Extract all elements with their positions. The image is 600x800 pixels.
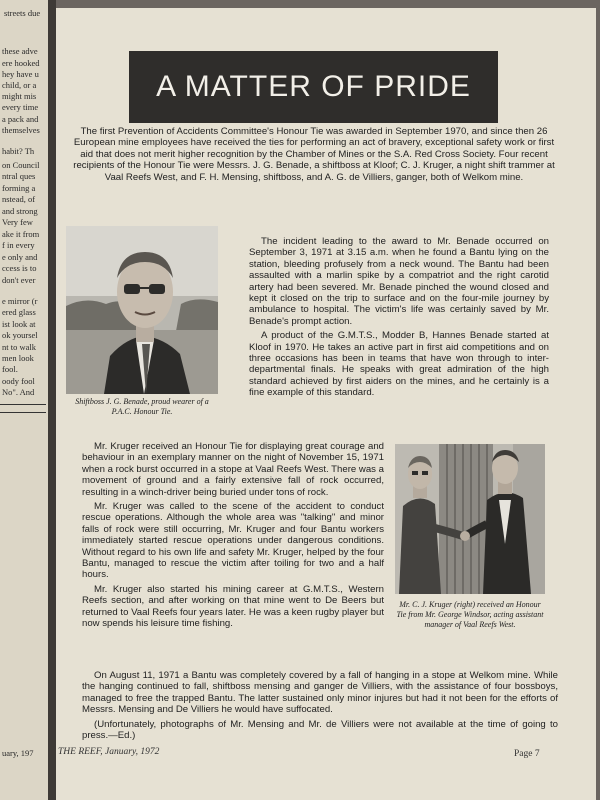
- adjacent-page-fragment: ere hooked: [2, 58, 40, 68]
- adjacent-page-fragment: child, or a: [2, 80, 37, 90]
- intro-paragraph: The first Prevention of Accidents Committee's Honour Tie was awarded in September 1970, and since then 26 European mine employees have received the ties for performing an act of bravery, exceptional safety work or first aid that does not merit higher recognition by the Chamber of Mines or the S.A. Red Cross Society. Four recent recipients of the Honour Tie were Messrs. J. G. Benade, a shiftboss at Kloof; C. J. Kruger, a night shift trammer at Vaal Reefs West, and F. H. Mensing, shiftboss, and A. G. de Villiers, ganger, both of Welkom mine.: [73, 126, 555, 183]
- adjacent-page-fragment: ok yoursel: [2, 330, 38, 340]
- adjacent-page-fragment: nstead, of: [2, 194, 36, 204]
- footer-publication: THE REEF, January, 1972: [58, 747, 160, 757]
- adjacent-page-fragment: ake it from: [2, 229, 40, 239]
- adjacent-page-fragment: might mis: [2, 91, 37, 101]
- adjacent-page-fragment: a pack and: [2, 114, 39, 124]
- adjacent-page-fragment: men look: [2, 353, 34, 363]
- adjacent-page-fragment: on Council: [2, 160, 40, 170]
- adjacent-page: [0, 0, 48, 800]
- adjacent-page-fragment: every time: [2, 102, 39, 112]
- adjacent-page-fragment: uary, 197: [2, 748, 34, 758]
- kruger-caption: Mr. C. J. Kruger (right) received an Honour Tie from Mr. George Windsor, acting assistant manager of Vaal Reefs West.: [396, 600, 544, 629]
- adjacent-page-fragment: No". And: [2, 387, 35, 397]
- adjacent-page-fragment: e mirror (r: [2, 296, 38, 306]
- adjacent-page-fragment: fool.: [2, 364, 18, 374]
- adjacent-page-fragment: f in every: [2, 240, 35, 250]
- adjacent-page-rule: [0, 412, 46, 413]
- magazine-page: [56, 8, 596, 800]
- adjacent-page-fragment: habit? Th: [2, 146, 35, 156]
- benade-story: The incident leading to the award to Mr. Benade occurred on September 3, 1971 at 3.15 a.m. when he found a Bantu lying on the station, bleeding profusely from a neck wound. The Bantu had been assaulted with a marlin spike by a compatriot and the right carotid artery had been severed. Mr. Benade pinched the wound closed and kept it closed on the trip to surface and on the four-mile journey by ambulance to hospital. The victim's life was certainly saved by Mr. Benade's prompt action. A product of the G.M.T.S., Modder B, Hannes Benade started at Kloof in 1970. He takes an active part in first aid competitions and on three occasions has been in teams that have won through to inter-departmental finals. He speaks with great admiration of the high standard achieved by first aiders on the mines, and he certainly is a fine example of this standard.: [249, 236, 549, 399]
- adjacent-page-rule: [0, 404, 46, 405]
- adjacent-page-fragment: ist look at: [2, 319, 36, 329]
- adjacent-page-fragment: don't ever: [2, 275, 36, 285]
- kruger-story: Mr. Kruger received an Honour Tie for displaying great courage and behaviour in an exemplary manner on the night of November 15, 1971 when a rock burst occurred in a stope at Vaal Reefs West. There was a movement of ground and a fairly extensive fall of rock occurred, resulting in a winch-driver being buried under tons of rock. Mr. Kruger was called to the scene of the accident to conduct rescue operations. Although the whole area was "talking" and minor falls of rock were still occurring, Mr. Kruger and four Bantu workers immediately started rescue operations under dangerous conditions. Without regard to his own life and safety Mr. Kruger, helped by the four Bantu, managed to rescue the victim after toiling for two and a half hours. Mr. Kruger also started his mining career at G.M.T.S., Western Reefs section, and after working on that mine went to De Beers but returned to Vaal Reefs four years later. He was a keen rugby player but now spends his leisure time fishing.: [82, 441, 384, 630]
- footer-page-number: Page 7: [514, 749, 540, 759]
- page-title: A MATTER OF PRIDE: [129, 51, 498, 123]
- adjacent-page-fragment: these adve: [2, 46, 38, 56]
- adjacent-page-fragment: and strong: [2, 206, 38, 216]
- benade-photo: [66, 226, 218, 394]
- welkom-story: On August 11, 1971 a Bantu was completely covered by a fall of hanging in a stope at Welkom mine. While the hanging continued to fall, shiftboss mensing and ganger de Villiers, with the assistance of four bossboys, managed to free the trapped Bantu. The latter sustained only minor injures but had it not been for the efforts of Messrs. Mensing and De Villiers he would have suffocated. (Unfortunately, photographs of Mr. Mensing and Mr. de Villiers were not available at the time of going to press.—Ed.): [82, 670, 558, 742]
- adjacent-page-fragment: forming a: [2, 183, 36, 193]
- benade-caption: Shiftboss J. G. Benade, proud wearer of a P.A.C. Honour Tie.: [75, 397, 209, 416]
- page-gutter: [48, 0, 56, 800]
- adjacent-page-fragment: themselves: [2, 125, 40, 135]
- adjacent-page-fragment: hey have u: [2, 69, 39, 79]
- adjacent-page-fragment: ered glass: [2, 307, 36, 317]
- adjacent-page-fragment: ccess is to: [2, 263, 37, 273]
- adjacent-page-fragment: Very few: [2, 217, 33, 227]
- kruger-photo: [395, 444, 545, 594]
- adjacent-page-fragment: ntral ques: [2, 171, 36, 181]
- adjacent-page-fragment: oody fool: [2, 376, 35, 386]
- adjacent-page-fragment: streets due: [4, 8, 41, 18]
- adjacent-page-fragment: e only and: [2, 252, 38, 262]
- adjacent-page-fragment: nt to walk: [2, 342, 36, 352]
